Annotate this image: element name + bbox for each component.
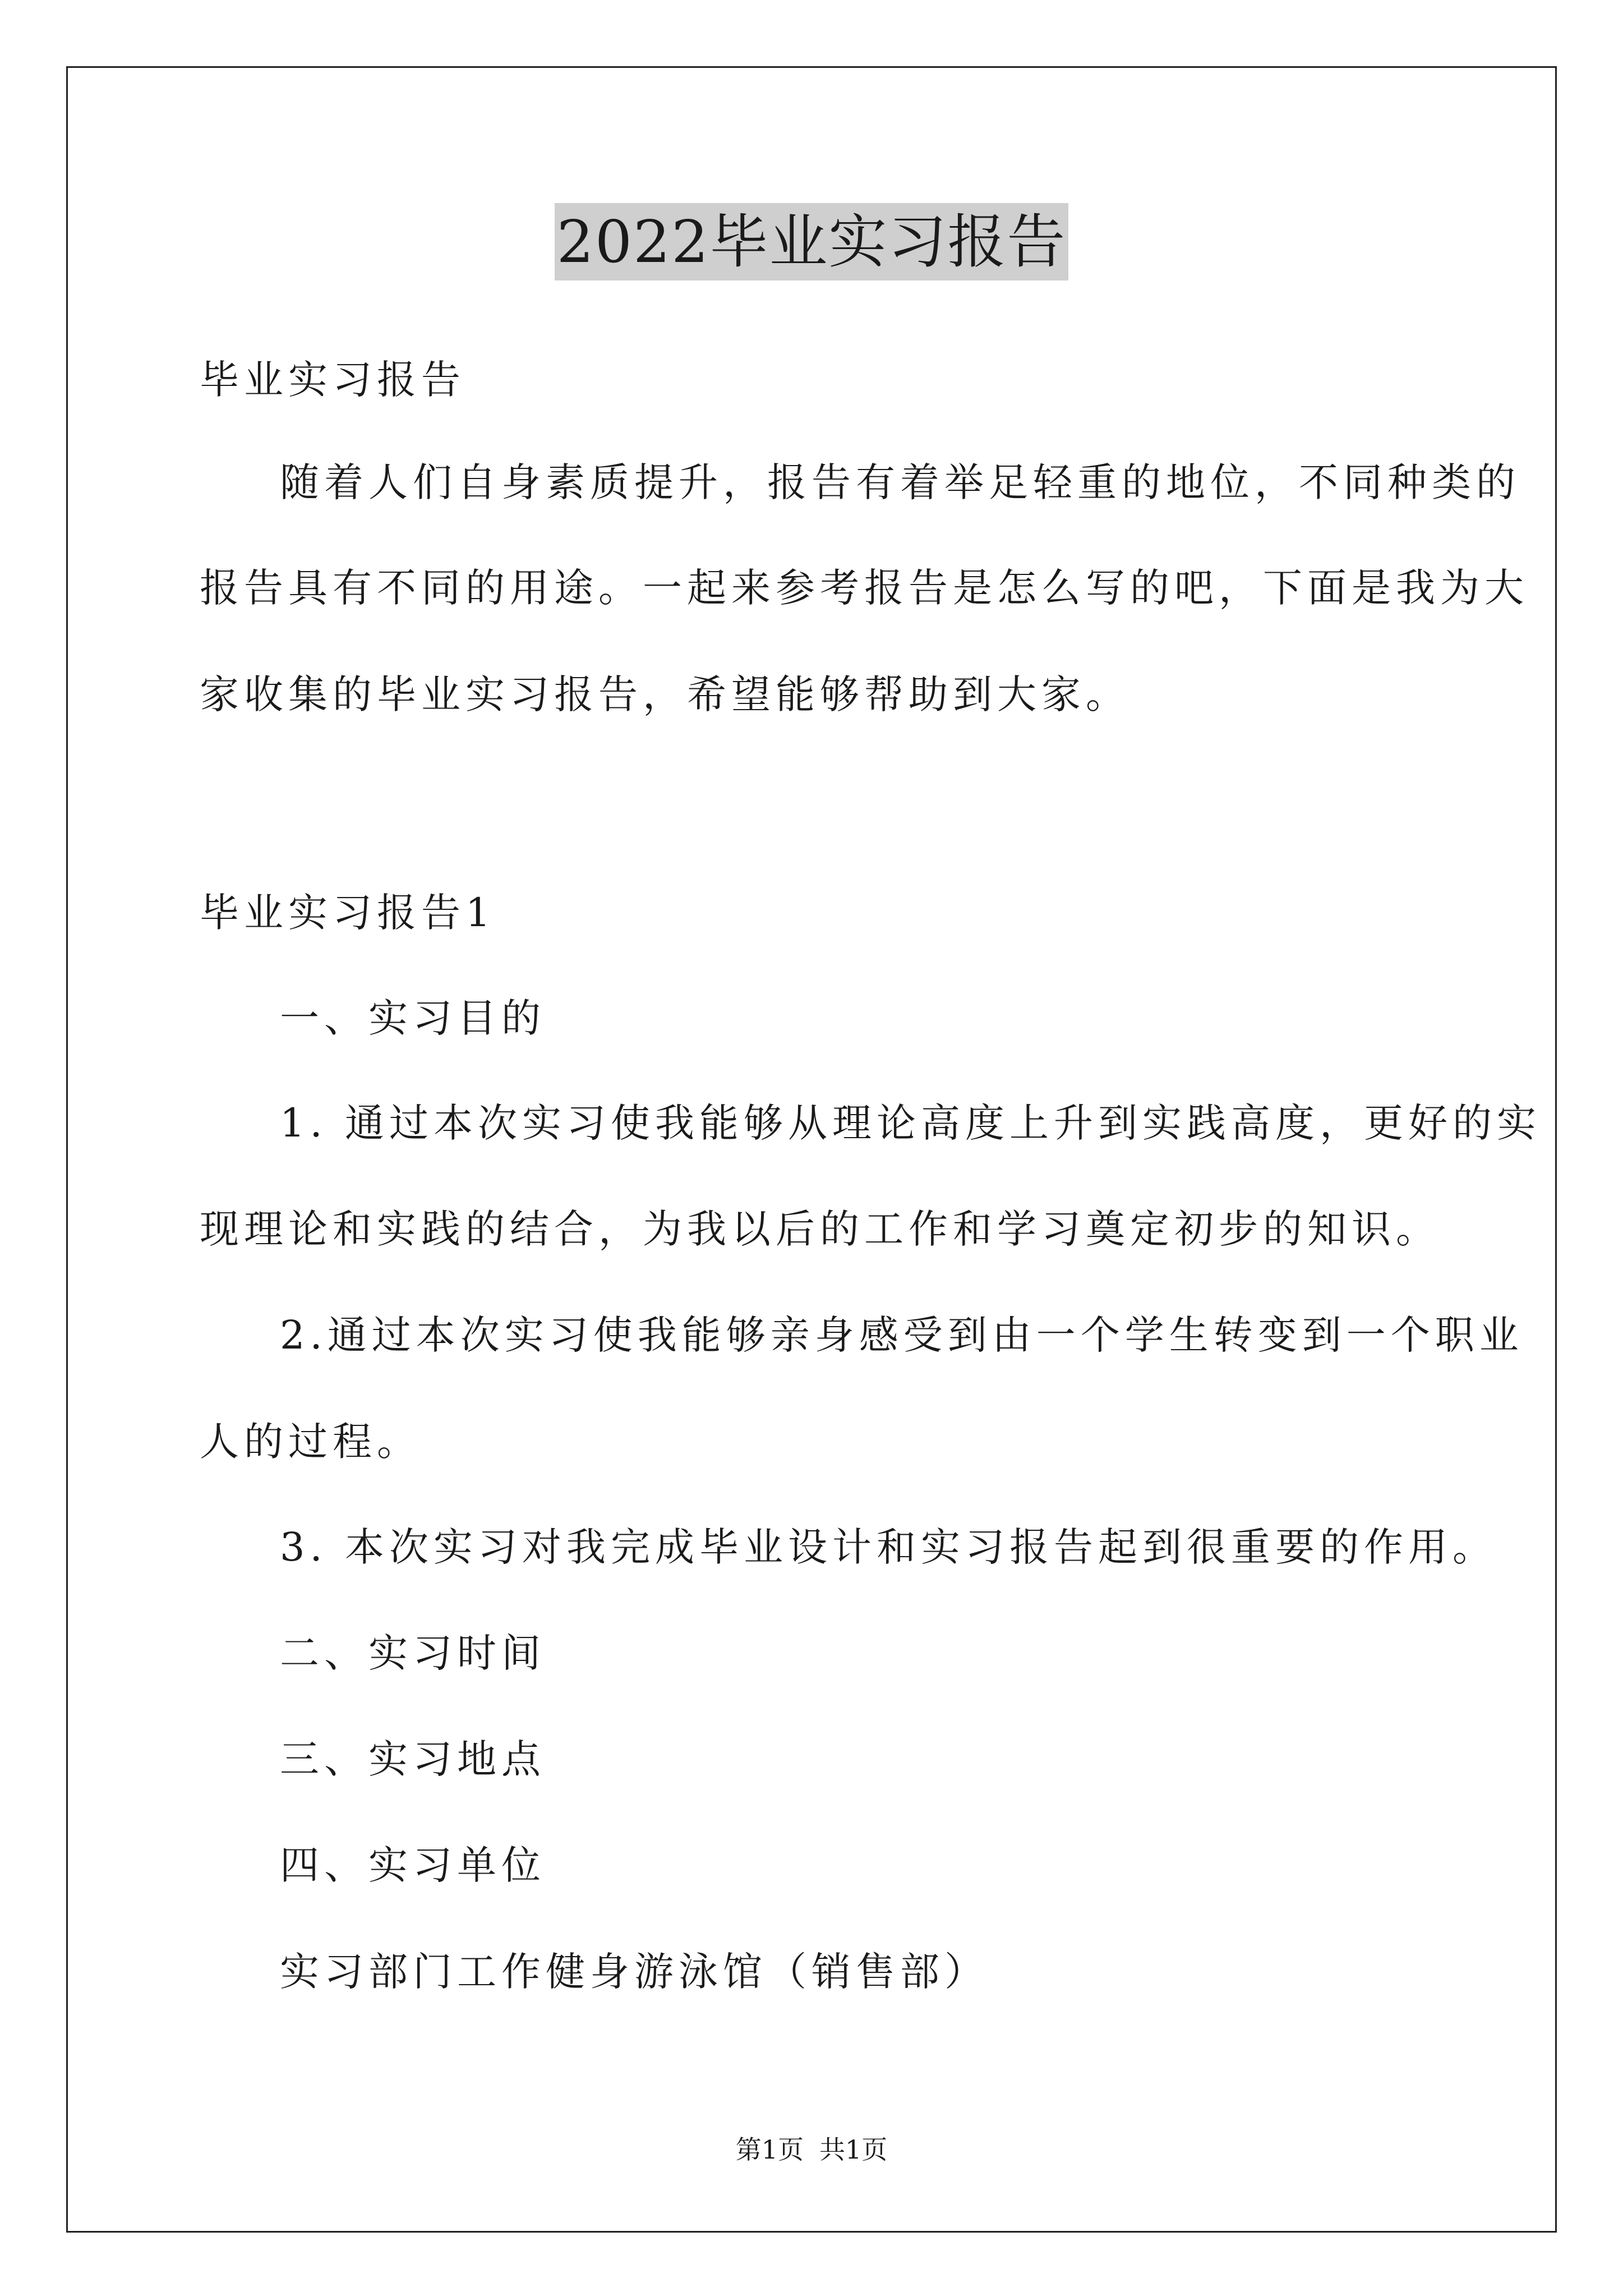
point2-line-2: 人的过程。 [200, 1419, 421, 1465]
heading-purpose: 一、实习目的 [280, 995, 546, 1041]
intro-line-1: 随着人们自身素质提升，报告有着举足轻重的地位，不同种类的 [280, 459, 1520, 505]
department-line: 实习部门工作健身游泳馆（销售部） [280, 1949, 989, 1995]
point1-line-2: 现理论和实践的结合，为我以后的工作和学习奠定初步的知识。 [200, 1206, 1440, 1252]
point2-line-1: 2.通过本次实习使我能够亲身感受到由一个学生转变到一个职业 [280, 1312, 1524, 1358]
heading-time: 二、实习时间 [280, 1630, 546, 1676]
page-footer [0, 2133, 1623, 2166]
document-title: 2022毕业实习报告 [555, 203, 1069, 280]
point3-line: 3. 本次实习对我完成毕业设计和实习报告起到很重要的作用。 [280, 1524, 1497, 1570]
heading-unit: 四、实习单位 [280, 1842, 546, 1888]
title-wrap [0, 203, 1623, 280]
page-number: 第1页 [735, 2134, 804, 2165]
point1-line-1: 1. 通过本次实习使我能够从理论高度上升到实践高度，更好的实 [280, 1100, 1542, 1146]
intro-line-2: 报告具有不同的用途。一起来参考报告是怎么写的吧，下面是我为大 [200, 565, 1529, 611]
intro-line-3: 家收集的毕业实习报告，希望能够帮助到大家。 [200, 671, 1130, 717]
subtitle: 毕业实习报告 [200, 357, 465, 403]
page-total: 共1页 [819, 2134, 888, 2165]
section-heading: 毕业实习报告1 [200, 890, 496, 936]
heading-place: 三、实习地点 [280, 1736, 546, 1782]
